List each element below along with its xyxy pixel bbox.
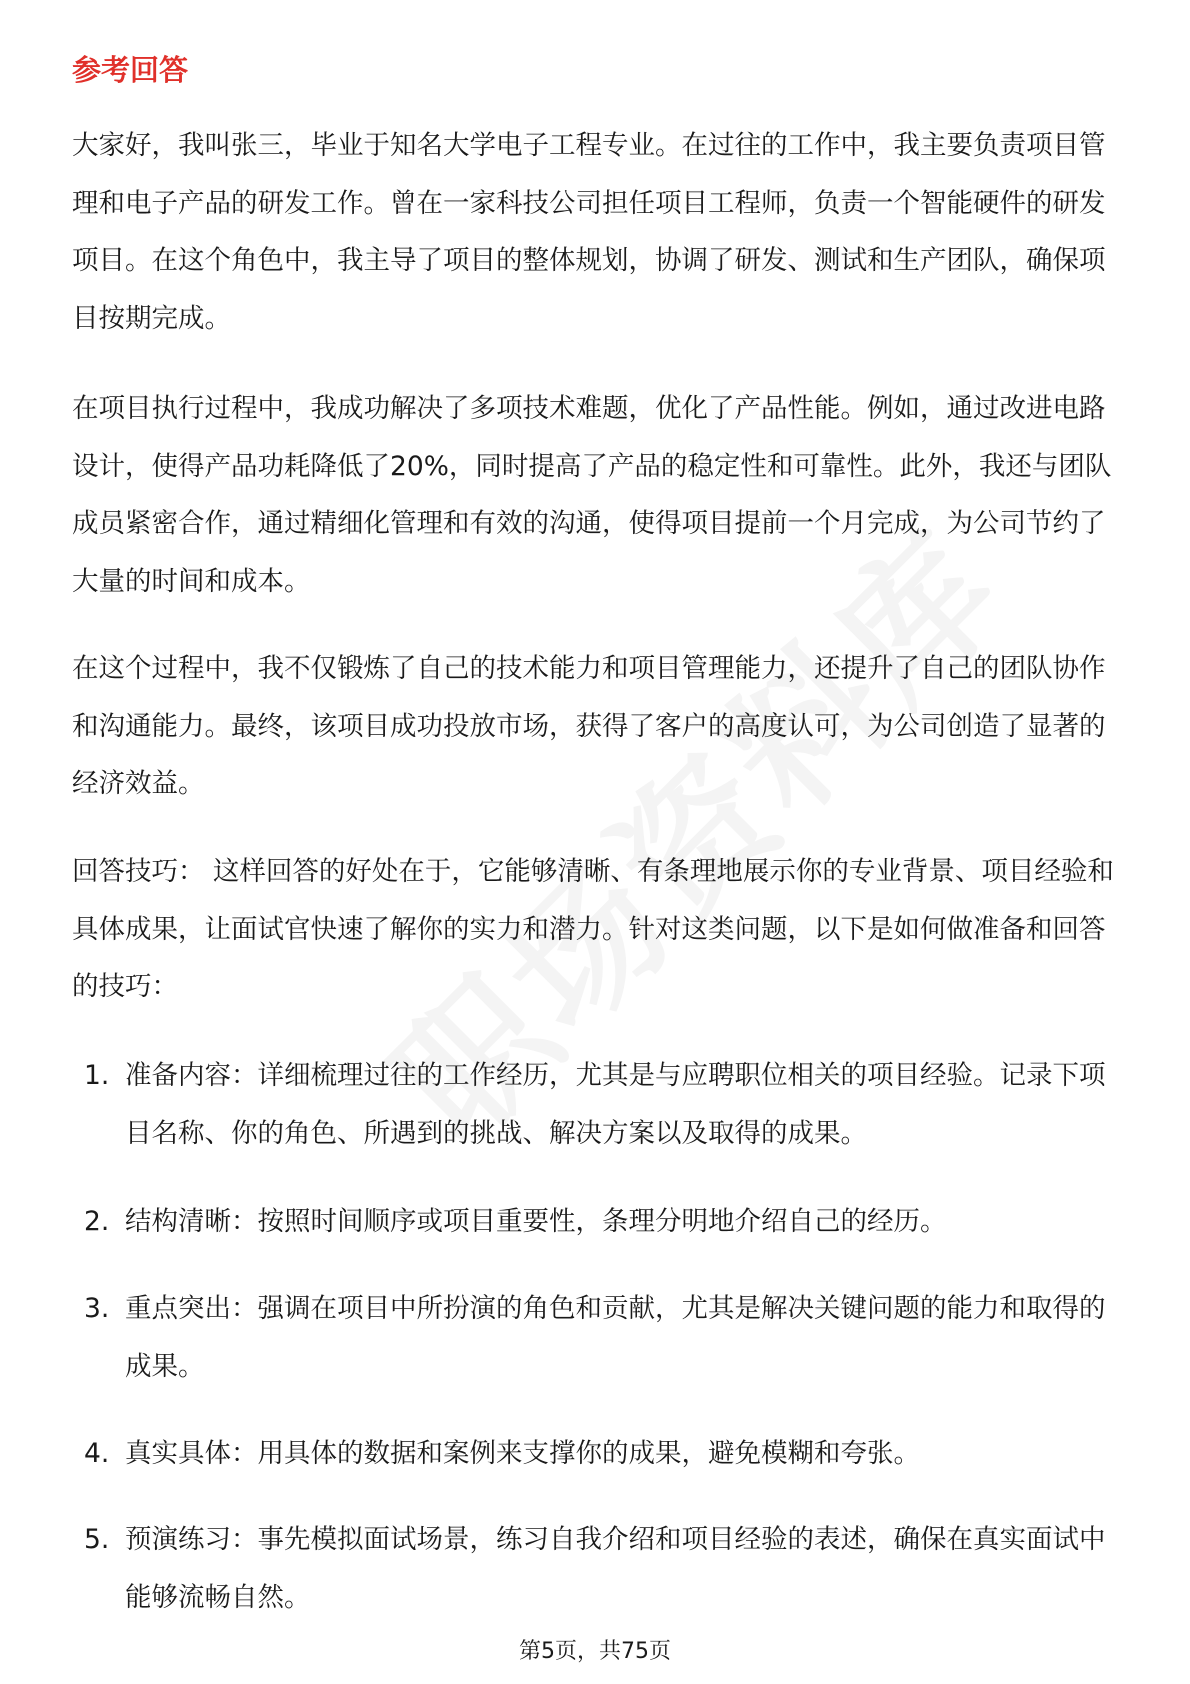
list-item xyxy=(72,1047,1120,1162)
list-text: 准备内容：详细梳理过往的工作经历，尤其是与应聘职位相关的项目经验。记录下项目名称、你的角色、所遇到的挑战、解决方案以及取得的成果。 xyxy=(125,1060,1106,1149)
section-title: 参考回答 xyxy=(72,53,189,87)
list-number: 5. xyxy=(84,1524,110,1555)
list-item xyxy=(72,1511,1120,1626)
tips-paragraph: 回答技巧： 这样回答的好处在于，它能够清晰、有条理地展示你的专业背景、项目经验和具体成果，让面试官快速了解你的实力和潜力。针对这类问题，以下是如何做准备和回答的技巧： xyxy=(72,856,1114,1002)
list-item xyxy=(72,1193,1120,1251)
list-item xyxy=(72,1425,1120,1483)
paragraph: 在这个过程中，我不仅锻炼了自己的技术能力和项目管理能力，还提升了自己的团队协作和沟通能力。最终，该项目成功投放市场，获得了客户的高度认可，为公司创造了显著的经济效益。 xyxy=(72,653,1106,799)
list-text: 预演练习：事先模拟面试场景，练习自我介绍和项目经验的表述，确保在真实面试中能够流畅自然。 xyxy=(125,1524,1106,1613)
list-number: 4. xyxy=(84,1438,110,1469)
list-number: 3. xyxy=(84,1293,110,1324)
list-number: 2. xyxy=(84,1206,110,1237)
list-number: 1. xyxy=(84,1060,110,1091)
page-footer: 第5页，共75页 xyxy=(519,1639,671,1664)
paragraph: 在项目执行过程中，我成功解决了多项技术难题，优化了产品性能。例如，通过改进电路设计，使得产品功耗降低了20%，同时提高了产品的稳定性和可靠性。此外，我还与团队成员紧密合作，通过精细化管理和有效的沟通，使得项目提前一个月完成，为公司节约了大量的时间和成本。 xyxy=(72,393,1112,597)
list-text: 真实具体：用具体的数据和案例来支撑你的成果，避免模糊和夸张。 xyxy=(125,1438,920,1469)
paragraph: 大家好，我叫张三，毕业于知名大学电子工程专业。在过往的工作中，我主要负责项目管理和电子产品的研发工作。曾在一家科技公司担任项目工程师，负责一个智能硬件的研发项目。在这个角色中，我主导了项目的整体规划，协调了研发、测试和生产团队，确保项目按期完成。 xyxy=(72,130,1106,334)
list-text: 结构清晰：按照时间顺序或项目重要性，条理分明地介绍自己的经历。 xyxy=(125,1206,947,1237)
list-text: 重点突出：强调在项目中所扮演的角色和贡献，尤其是解决关键问题的能力和取得的成果。 xyxy=(125,1293,1106,1382)
list-item xyxy=(72,1280,1120,1395)
